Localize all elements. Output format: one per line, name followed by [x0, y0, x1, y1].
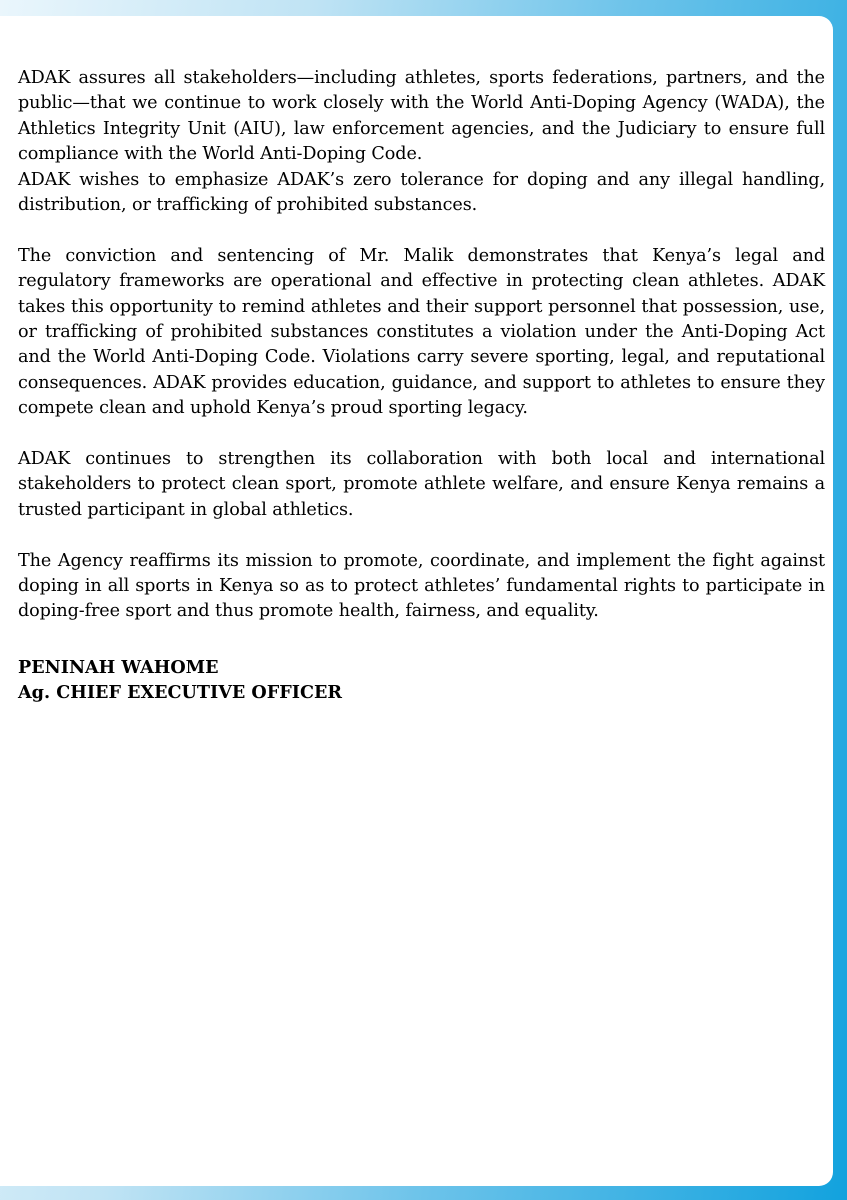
paragraph-zero-tolerance: ADAK wishes to emphasize ADAK’s zero tolerance for doping and any illegal handling, distribution, or trafficking of prohibited substances. — [18, 169, 825, 216]
paragraph-mission: The Agency reaffirms its mission to promote, coordinate, and implement the fight against doping in all sports in Kenya so as to protect athletes’ fundamental rights to participate in doping-free sport and thus promote health, fairness, and equality. — [18, 550, 825, 622]
signatory-title: Ag. CHIEF EXECUTIVE OFFICER — [18, 681, 342, 703]
paragraph-stakeholder-assurance: ADAK assures all stakeholders—including athletes, sports federations, partners, and the public—that we continue to work closely with the World Anti-Doping Agency (WADA), the Athletics Integrity Unit (AIU), law enforcement agencies, and the Judiciary to ensure full compliance with the World Anti-Doping Code. — [18, 68, 825, 165]
document-body — [18, 66, 825, 625]
signature-block — [18, 655, 825, 705]
paragraph-collaboration: ADAK continues to strengthen its collaboration with both local and international stakeholders to protect clean sport, promote athlete welfare, and ensure Kenya remains a trusted participant in global athletics. — [18, 449, 825, 520]
document-page — [0, 16, 833, 1186]
paragraph-conviction: The conviction and sentencing of Mr. Malik demonstrates that Kenya’s legal and regulatory frameworks are operational and effective in protecting clean athletes. ADAK takes this opportunity to remind athletes and their support personnel that possession, use, or trafficking of prohibited substances constitutes a violation under the Anti-Doping Act and the World Anti-Doping Code. Violations carry severe sporting, legal, and reputational consequences. ADAK provides education, guidance, and support to athletes to ensure they compete clean and uphold Kenya’s proud sporting legacy. — [18, 245, 825, 419]
signatory-name: PENINAH WAHOME — [18, 656, 219, 678]
